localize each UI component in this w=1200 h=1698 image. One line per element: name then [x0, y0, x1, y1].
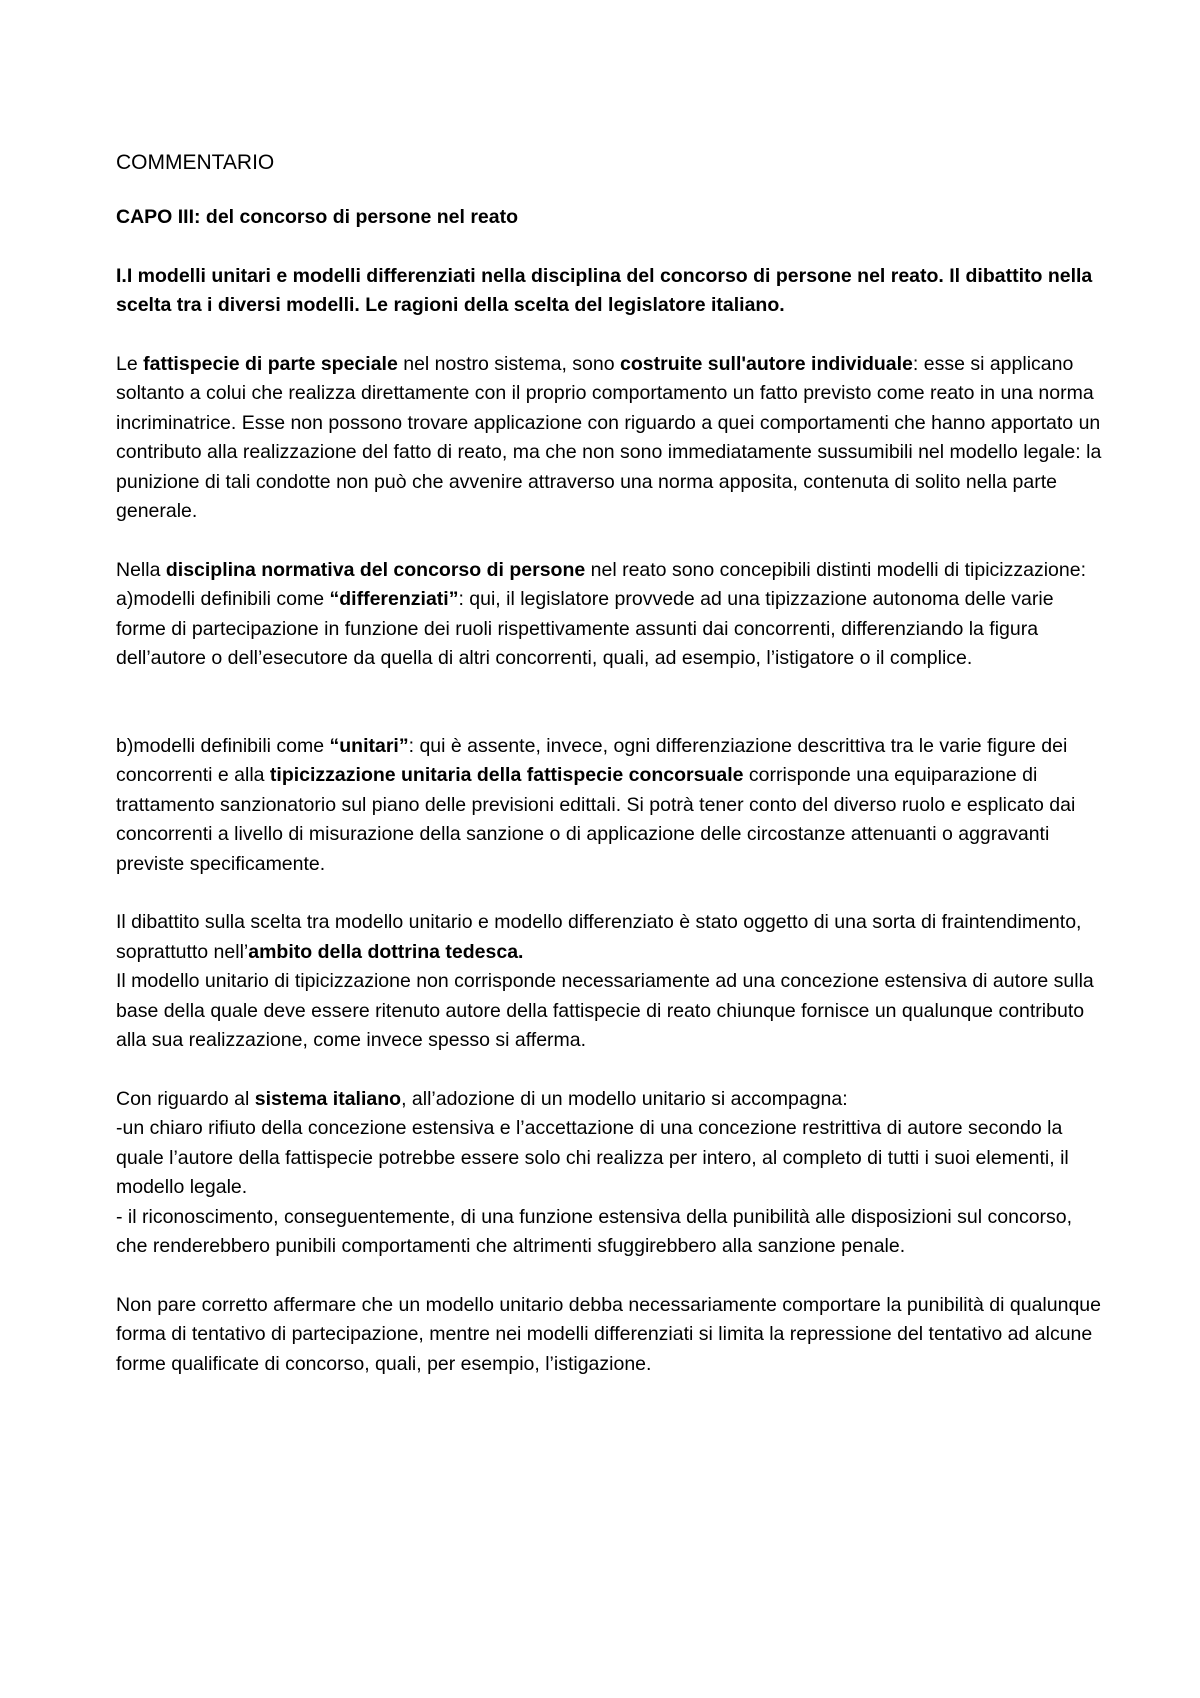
bold-run: “unitari”: [329, 734, 409, 757]
paragraph-modello-unitario: Il modello unitario di tipicizzazione non corrisponde necessariamente ad una concezione estensiva di autore sulla base della quale deve essere ritenuto autore della fattispecie di reato chiunque fornisce un qualunque contributo alla sua realizzazione, come invece spesso si afferma.: [116, 970, 1094, 1051]
bold-run: fattispecie di parte speciale: [143, 352, 398, 375]
paragraph-sistema-italiano: [116, 1085, 1106, 1115]
list-item-riconoscimento: - il riconoscimento, conseguentemente, di una funzione estensiva della punibilità alle disposizioni sul concorso, che renderebbero punibili comportamenti che altrimenti sfuggirebbero alla sanzione penale.: [116, 1205, 1073, 1257]
text-run: a)modelli definibili come: [116, 588, 330, 610]
text-run: Con riguardo al: [116, 1087, 255, 1110]
text-run: : qui è assente, invece, ogni differenziazione descrittiva tra le varie figure dei concorrenti e alla: [116, 734, 1068, 786]
text-run: Nella: [116, 558, 166, 581]
text-run: nel nostro sistema, sono: [397, 352, 621, 375]
text-run: Le: [116, 352, 144, 375]
bold-run: “differenziati”: [329, 588, 459, 610]
section-heading: I.I modelli unitari e modelli differenziati nella disciplina del concorso di persone nel reato. Il dibattito nella scelta tra i diversi modelli. Le ragioni della scelta del legislatore italiano.: [116, 264, 1093, 316]
paragraph-modelli-unitari: [116, 732, 1106, 880]
bold-run: tipicizzazione unitaria della fattispecie concorsuale: [269, 764, 744, 786]
document-title: COMMENTARIO: [116, 151, 275, 174]
paragraph-tentativo: Non pare corretto affermare che un modello unitario debba necessariamente comportare la punibilità di qualunque forma di tentativo di partecipazione, mentre nei modelli differenziati si limita la repressione del tentativo ad alcune forme qualificate di concorso, quali, per esempio, l’istigazione.: [116, 1293, 1101, 1375]
text-run: nel reato sono concepibili distinti modelli di tipicizzazione:: [585, 558, 1086, 581]
bold-run: sistema italiano: [254, 1087, 402, 1110]
text-run: Il dibattito sulla scelta tra modello unitario e modello differenziato è stato oggetto di una sorta di fraintendimento, soprattutto nell’: [116, 911, 1082, 963]
chapter-heading: CAPO III: del concorso di persone nel reato: [116, 206, 518, 228]
list-item-rifiuto: -un chiaro rifiuto della concezione estensiva e l’accettazione di una concezione restrittiva di autore secondo la quale l’autore della fattispecie potrebbe essere solo chi realizza per intero, al completo di tutti i suoi elementi, il modello legale.: [116, 1117, 1069, 1198]
bold-run: costruite sull'autore individuale: [620, 352, 913, 375]
bold-run: disciplina normativa del concorso di persone: [165, 558, 586, 581]
text-run: : qui, il legislatore provvede ad una tipizzazione autonoma delle varie forme di partecipazione in funzione dei ruoli rispettivamente assunti dai concorrenti, differenziando la figura dell’autore o dell’esecutore da quella di altri concorrenti, quali, ad esempio, l’istigatore o il complice.: [116, 588, 1054, 669]
paragraph-dibattito: [116, 908, 1106, 967]
paragraph-modelli-differenziati: [116, 585, 1106, 674]
bold-run: ambito della dottrina tedesca.: [248, 940, 524, 963]
text-run: : esse si applicano soltanto a colui che realizza direttamente con il proprio comportamento un fatto previsto come reato in una norma incriminatrice. Esse non possono trovare applicazione con riguardo a quei comportamenti che hanno apportato un contributo alla realizzazione del fatto di reato, ma che non sono immediatamente sussumibili nel modello legale: la punizione di tali condotte non può che avvenire attraverso una norma apposita, contenuta di solito nella parte generale.: [116, 352, 1102, 522]
document-page: [116, 148, 1106, 1379]
text-run: , all’adozione di un modello unitario si accompagna:: [401, 1087, 848, 1110]
text-run: corrisponde una equiparazione di trattamento sanzionatorio sul piano delle previsioni edittali. Si potrà tener conto del diverso ruolo e esplicato dai concorrenti a livello di misurazione della sanzione o di applicazione delle circostanze attenuanti o aggravanti previste specificamente.: [116, 764, 1076, 875]
paragraph-fattispecie: [116, 350, 1106, 527]
text-run: b)modelli definibili come: [116, 734, 330, 757]
paragraph-disciplina: [116, 556, 1106, 586]
